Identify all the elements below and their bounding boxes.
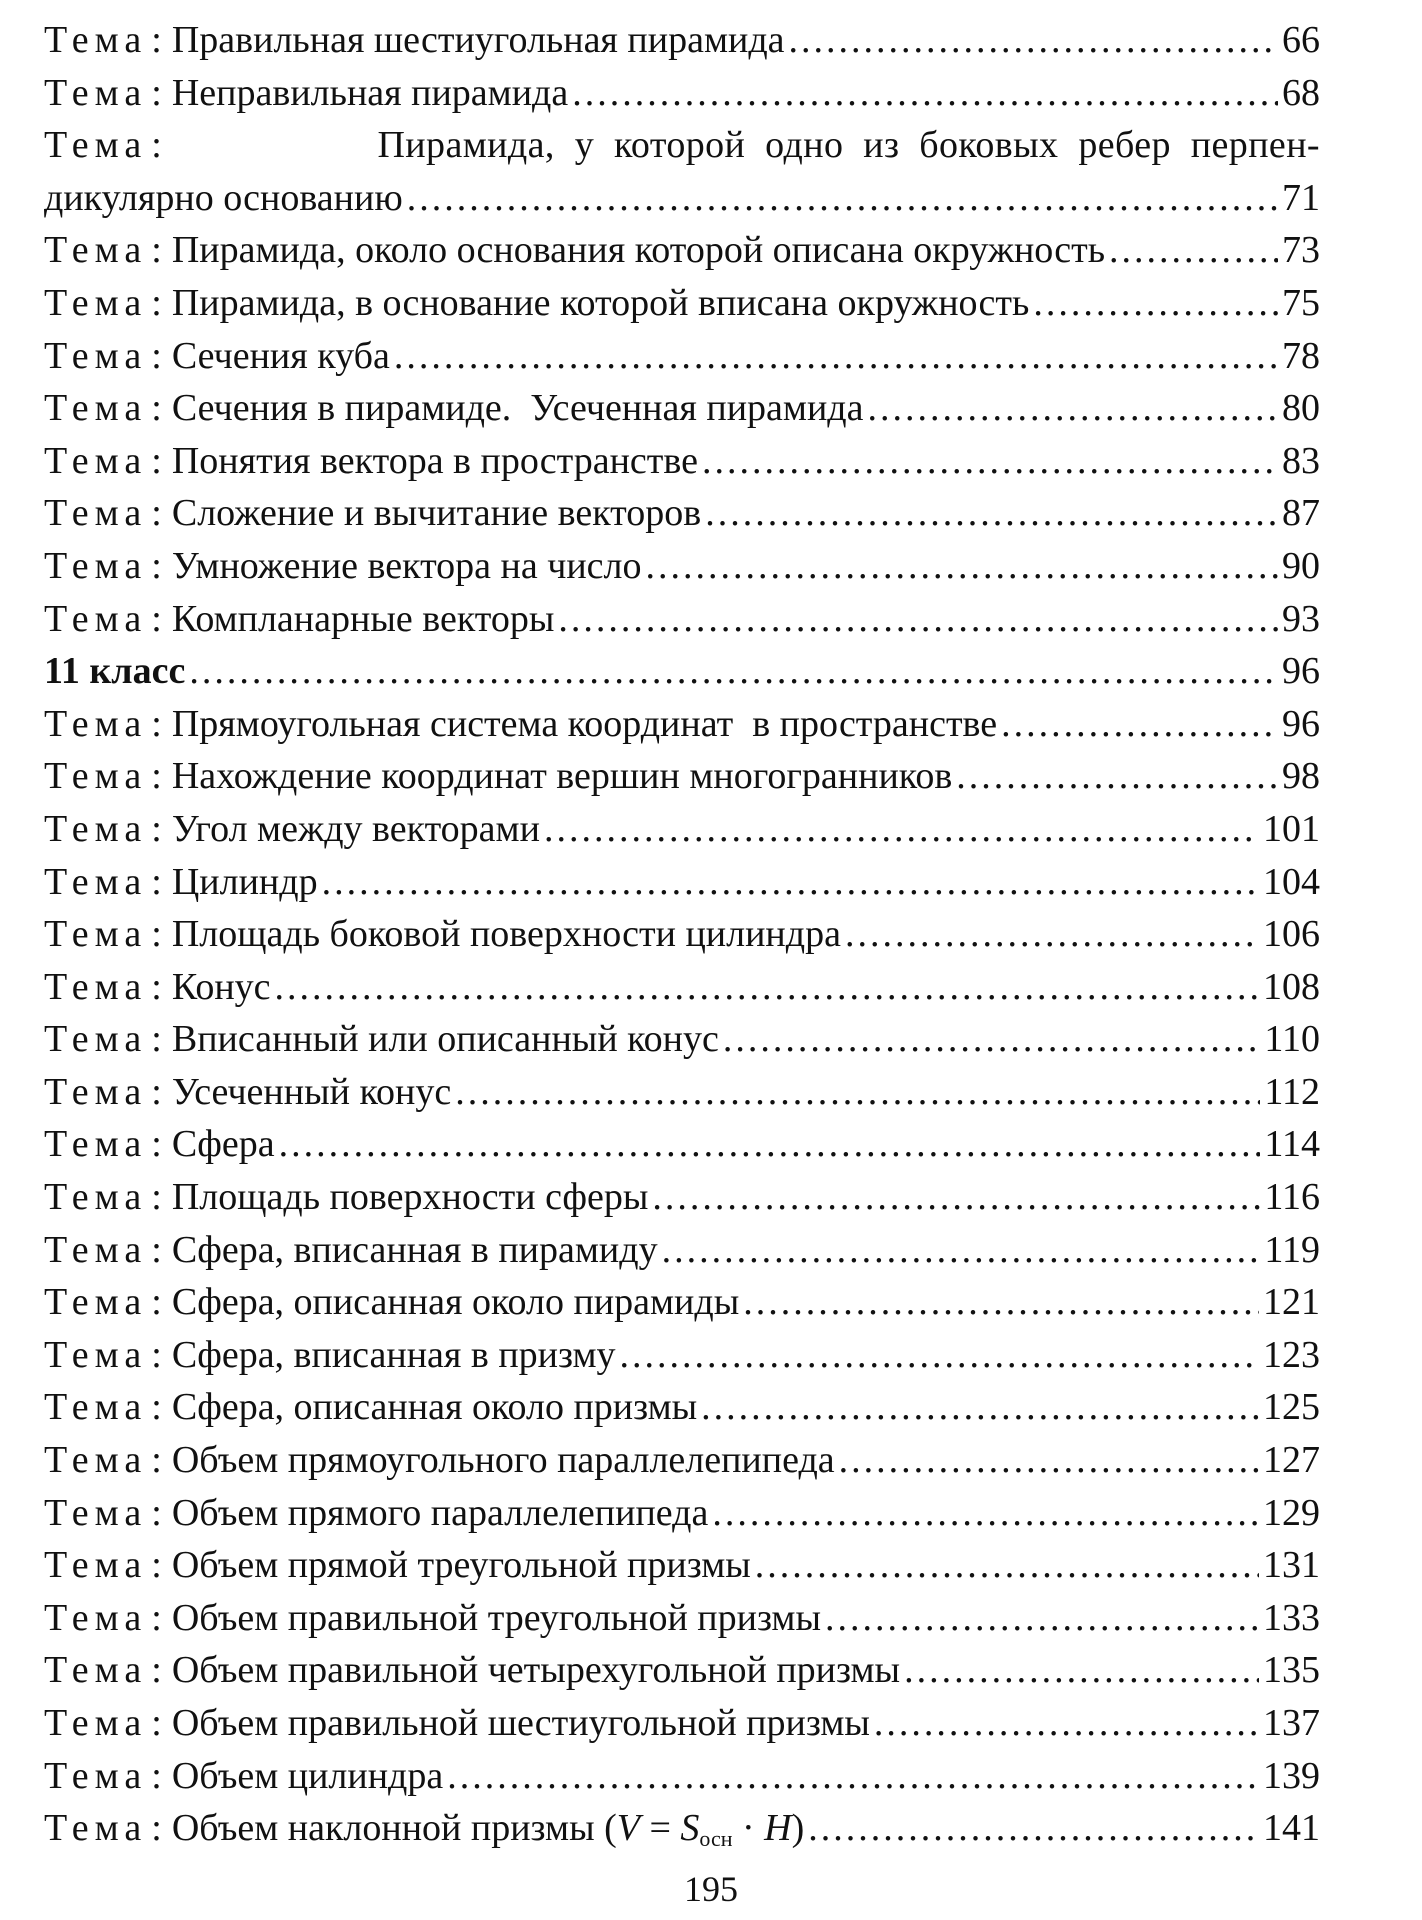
entry-prefix: Тема xyxy=(44,1544,148,1587)
toc-entry-line1: Тема : Пирамида, у которой одно из боковых ребер перпен- xyxy=(44,119,1320,172)
dot-leader xyxy=(904,1644,1259,1697)
toc-entry: Тема : Цилиндр ..... 104 xyxy=(44,856,1320,909)
entry-title: Пирамида, в основание которой вписана окружность xyxy=(171,281,1030,324)
dot-leader xyxy=(789,14,1278,67)
entry-prefix: Тема xyxy=(44,1333,148,1376)
formula-s: S xyxy=(680,1807,700,1850)
entry-page: 125 xyxy=(1263,1386,1320,1429)
entry-prefix: Тема xyxy=(44,124,148,167)
dot-leader xyxy=(407,172,1278,225)
entry-title: Пирамида, у которой одно из боковых ребер перпен- xyxy=(377,124,1320,167)
entry-title: Сфера, описанная около призмы xyxy=(171,1386,698,1429)
entry-page: 98 xyxy=(1282,755,1320,798)
toc-entry: Тема : Угол между векторами ..... 101 xyxy=(44,803,1320,856)
dot-leader xyxy=(825,1592,1259,1645)
entry-prefix: Тема xyxy=(44,860,148,903)
toc-entry: Тема : Площадь боковой поверхности цилиндра ..... 106 xyxy=(44,908,1320,961)
toc-entry: Тема : Правильная шестиугольная пирамида ..... 66 xyxy=(44,14,1320,67)
entry-page: 110 xyxy=(1264,1018,1320,1061)
entry-prefix: Тема xyxy=(44,755,148,798)
dot-leader xyxy=(874,1697,1259,1750)
dot-leader xyxy=(723,1013,1261,1066)
entry-page: 131 xyxy=(1263,1544,1320,1587)
entry-title: Конус xyxy=(171,965,271,1008)
dot-leader xyxy=(1001,698,1278,751)
toc-entry: Тема : Неправильная пирамида ..... 68 xyxy=(44,67,1320,120)
entry-title: Умножение вектора на число xyxy=(171,544,642,587)
dot-leader xyxy=(1109,224,1278,277)
dot-leader xyxy=(868,382,1279,435)
entry-title: Объем прямого параллелепипеда xyxy=(171,1491,709,1534)
entry-page: 75 xyxy=(1282,281,1320,324)
entry-page: 66 xyxy=(1282,19,1320,61)
entry-page: 80 xyxy=(1282,387,1320,430)
entry-title: Сфера xyxy=(171,1123,275,1166)
entry-title: Понятия вектора в пространстве xyxy=(171,439,698,482)
toc-entry: Тема : Понятия вектора в пространстве ..... 83 xyxy=(44,435,1320,488)
entry-title: Площадь боковой поверхности цилиндра xyxy=(171,913,841,956)
entry-prefix: Тема xyxy=(44,1807,148,1850)
toc-entry: Тема : Сфера, вписанная в пирамиду ..... 119 xyxy=(44,1224,1320,1277)
toc-entry: Тема : Объем наклонной призмы $(V = S_{осн} \cdot H)$ ..... 141 xyxy=(44,1802,1320,1855)
entry-page: 73 xyxy=(1282,229,1320,272)
entry-page: 108 xyxy=(1263,965,1320,1008)
dot-leader xyxy=(572,67,1278,120)
entry-title: Объем правильной треугольной призмы xyxy=(171,1596,822,1639)
section-heading xyxy=(44,645,1320,698)
entry-prefix: Тема xyxy=(44,544,148,587)
dot-leader xyxy=(701,1381,1259,1434)
toc-entry: Тема : Нахождение координат вершин многогранников ..... 98 xyxy=(44,750,1320,803)
entry-page: 96 xyxy=(1282,650,1320,693)
entry-title: Объем цилиндра xyxy=(171,1754,444,1797)
toc-entry: Тема : Умножение вектора на число ..... 90 xyxy=(44,540,1320,593)
entry-page: 129 xyxy=(1263,1491,1320,1534)
entry-title-with-formula: Объем наклонной призмы $(V = S_{осн} \cdot H)$ xyxy=(171,1807,805,1852)
entry-page: 133 xyxy=(1263,1596,1320,1639)
dot-leader xyxy=(544,803,1259,856)
entry-title: Сечения в пирамиде. Усеченная пирамида xyxy=(171,387,864,430)
entry-title: Площадь поверхности сферы xyxy=(171,1176,649,1219)
entry-page: 112 xyxy=(1264,1070,1320,1113)
entry-prefix: Тема xyxy=(44,1386,148,1429)
entry-page: 139 xyxy=(1263,1754,1320,1797)
entry-prefix: Тема xyxy=(44,229,148,272)
entry-title: Объем правильной шестиугольной призмы xyxy=(171,1702,870,1744)
entry-page: 68 xyxy=(1282,71,1320,114)
dot-leader xyxy=(956,750,1278,803)
entry-prefix: Тема xyxy=(44,1596,148,1639)
entry-prefix: Тема xyxy=(44,19,148,61)
entry-prefix: Тема xyxy=(44,1176,148,1219)
toc-entry: Тема : Пирамида, около основания которой описана окружность ..... 73 xyxy=(44,224,1320,277)
entry-page: 119 xyxy=(1264,1228,1320,1271)
entry-title: Сечения куба xyxy=(171,334,390,377)
toc-entry: Тема : Площадь поверхности сферы ..... 116 xyxy=(44,1171,1320,1224)
toc-entry: Тема : Объем правильной шестиугольной призмы ..... 137 xyxy=(44,1697,1320,1750)
dot-leader xyxy=(558,593,1278,646)
toc-entry: Тема : Сечения куба ..... 78 xyxy=(44,330,1320,383)
entry-title: Объем прямоугольного параллелепипеда xyxy=(171,1439,835,1482)
entry-title: Цилиндр xyxy=(171,860,318,903)
toc-entry: Тема : Объем правильной треугольной призмы ..... 133 xyxy=(44,1592,1320,1645)
entry-page: 71 xyxy=(1282,176,1320,219)
formula-subscript: осн xyxy=(699,1826,733,1852)
dot-leader xyxy=(279,1118,1261,1171)
dot-leader xyxy=(620,1329,1259,1382)
dot-leader xyxy=(755,1539,1259,1592)
dot-leader xyxy=(455,1066,1260,1119)
formula-h: H xyxy=(764,1807,792,1850)
dot-leader xyxy=(845,908,1259,961)
entry-page: 123 xyxy=(1263,1333,1320,1376)
entry-prefix: Тема xyxy=(44,913,148,956)
toc-entry: Тема : Объем правильной четырехугольной призмы ..... 135 xyxy=(44,1644,1320,1697)
toc-entry: Тема : Объем прямого параллелепипеда ..... 129 xyxy=(44,1487,1320,1540)
dot-leader xyxy=(646,540,1278,593)
entry-title: Неправильная пирамида xyxy=(171,71,569,114)
entry-prefix: Тема xyxy=(44,439,148,482)
section-title: 11 класс xyxy=(44,650,186,693)
entry-prefix: Тема xyxy=(44,597,148,640)
toc-entry: Тема : Объем цилиндра ..... 139 xyxy=(44,1750,1320,1803)
entry-prefix: Тема xyxy=(44,807,148,850)
entry-title: Правильная шестиугольная пирамида xyxy=(171,19,785,61)
dot-leader xyxy=(447,1750,1259,1803)
entry-page: 90 xyxy=(1282,544,1320,587)
entry-title: Усеченный конус xyxy=(171,1070,452,1113)
entry-page: 83 xyxy=(1282,439,1320,482)
toc-entry: Тема : Усеченный конус ..... 112 xyxy=(44,1066,1320,1119)
entry-title: Сфера, вписанная в призму xyxy=(171,1333,616,1376)
entry-page: 96 xyxy=(1282,702,1320,745)
entry-page: 135 xyxy=(1263,1649,1320,1692)
toc-entry: Тема : Сечения в пирамиде. Усеченная пирамида ..... 80 xyxy=(44,382,1320,435)
entry-prefix: Тема xyxy=(44,1018,148,1061)
entry-prefix: Тема xyxy=(44,1281,148,1324)
entry-title: Угол между векторами xyxy=(171,807,540,850)
entry-title: Прямоугольная система координат в пространстве xyxy=(171,702,998,745)
dot-leader xyxy=(743,1276,1259,1329)
dot-leader xyxy=(808,1802,1259,1855)
entry-page: 101 xyxy=(1263,807,1320,850)
entry-prefix: Тема xyxy=(44,1649,148,1692)
entry-prefix: Тема xyxy=(44,387,148,430)
entry-page: 87 xyxy=(1282,492,1320,535)
entry-title: Компланарные векторы xyxy=(171,597,555,640)
entry-page: 93 xyxy=(1282,597,1320,640)
toc-entry: Тема : Пирамида, в основание которой вписана окружность ..... 75 xyxy=(44,277,1320,330)
entry-title: Объем правильной четырехугольной призмы xyxy=(171,1649,901,1692)
entry-prefix: Тема xyxy=(44,1702,148,1744)
dot-leader xyxy=(662,1224,1261,1277)
toc-entry: Тема : Сфера ..... 114 xyxy=(44,1118,1320,1171)
page-number: 195 xyxy=(684,1869,738,1909)
dot-leader xyxy=(394,330,1278,383)
table-of-contents xyxy=(44,14,1320,1855)
entry-prefix: Тема xyxy=(44,1439,148,1482)
dot-leader xyxy=(702,435,1278,488)
entry-page: 106 xyxy=(1263,913,1320,956)
toc-entry: Тема : Сфера, описанная около пирамиды ..... 121 xyxy=(44,1276,1320,1329)
entry-prefix: Тема xyxy=(44,1070,148,1113)
entry-page: 121 xyxy=(1263,1281,1320,1324)
entry-title-continued: дикулярно основанию xyxy=(44,176,403,219)
dot-leader xyxy=(839,1434,1259,1487)
entry-prefix: Тема xyxy=(44,334,148,377)
toc-entry: Тема : Компланарные векторы ..... 93 xyxy=(44,593,1320,646)
entry-page: 116 xyxy=(1264,1176,1320,1219)
toc-entry: Тема : Объем прямоугольного параллелепипеда ..... 127 xyxy=(44,1434,1320,1487)
entry-prefix: Тема xyxy=(44,71,148,114)
entry-prefix: Тема xyxy=(44,281,148,324)
entry-prefix: Тема xyxy=(44,1754,148,1797)
dot-leader xyxy=(189,645,1278,698)
entry-title: Сфера, описанная около пирамиды xyxy=(171,1281,740,1324)
dot-leader xyxy=(322,856,1259,909)
entry-page: 127 xyxy=(1263,1439,1320,1482)
entry-title: Сфера, вписанная в пирамиду xyxy=(171,1228,658,1271)
entry-page: 78 xyxy=(1282,334,1320,377)
dot-leader xyxy=(652,1171,1260,1224)
dot-leader xyxy=(705,487,1278,540)
entry-title: Нахождение координат вершин многогранников xyxy=(171,755,953,798)
toc-entry: Тема : Сложение и вычитание векторов ..... 87 xyxy=(44,487,1320,540)
entry-prefix: Тема xyxy=(44,702,148,745)
dot-leader xyxy=(1033,277,1278,330)
dot-leader xyxy=(712,1487,1259,1540)
entry-title: Пирамида, около основания которой описана окружность xyxy=(171,229,1106,272)
entry-prefix: Тема xyxy=(44,1491,148,1534)
entry-page: 137 xyxy=(1263,1702,1320,1744)
entry-title: Объем прямой треугольной призмы xyxy=(171,1544,751,1587)
toc-entry: Тема : Прямоугольная система координат в пространстве ..... 96 xyxy=(44,698,1320,751)
entry-prefix: Тема xyxy=(44,1228,148,1271)
toc-entry: Тема : Вписанный или описанный конус ..... 110 xyxy=(44,1013,1320,1066)
toc-entry-line2 xyxy=(44,172,1320,225)
toc-entry: Тема : Сфера, описанная около призмы ..... 125 xyxy=(44,1381,1320,1434)
entry-prefix: Тема xyxy=(44,1123,148,1166)
dot-leader xyxy=(275,961,1259,1014)
entry-title: Вписанный или описанный конус xyxy=(171,1018,719,1061)
entry-page: 104 xyxy=(1263,860,1320,903)
entry-title: Сложение и вычитание векторов xyxy=(171,492,702,535)
entry-page: 141 xyxy=(1263,1807,1320,1850)
toc-entry: Тема : Сфера, вписанная в призму ..... 123 xyxy=(44,1329,1320,1382)
formula-v: V xyxy=(616,1807,640,1850)
entry-page: 114 xyxy=(1264,1123,1320,1166)
entry-prefix: Тема xyxy=(44,492,148,535)
toc-entry: Тема : Конус ..... 108 xyxy=(44,961,1320,1014)
toc-entry: Тема : Объем прямой треугольной призмы ..... 131 xyxy=(44,1539,1320,1592)
entry-prefix: Тема xyxy=(44,965,148,1008)
